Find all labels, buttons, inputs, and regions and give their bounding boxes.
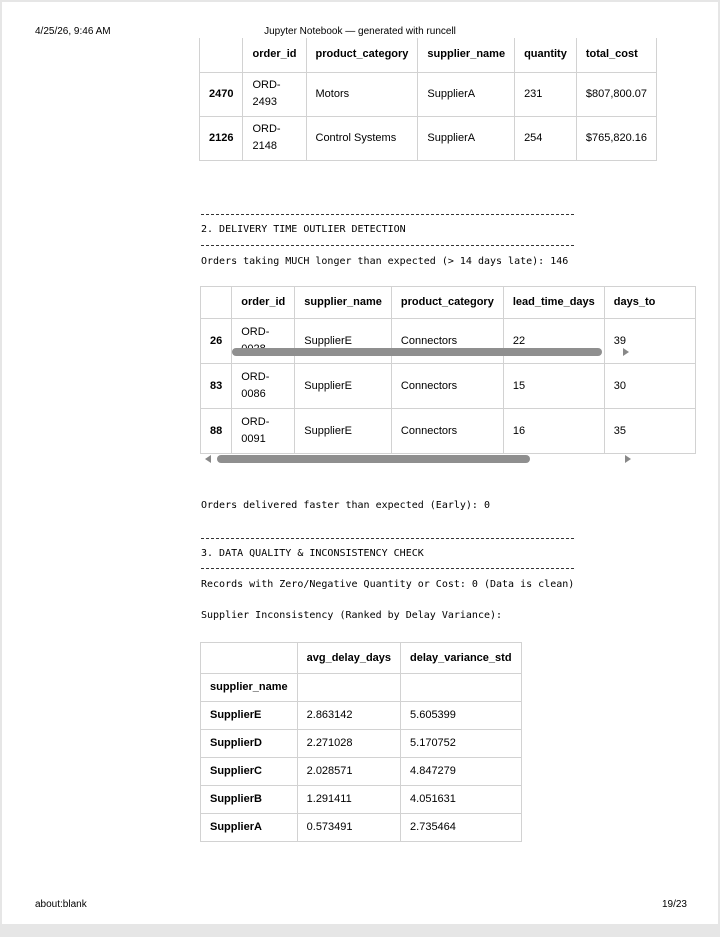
index-header (201, 287, 232, 319)
table-row (201, 730, 522, 758)
column-header: delay_variance_std (401, 643, 522, 674)
scroll-right-arrow-icon[interactable] (625, 455, 631, 463)
avg-delay-cell: 2.863142 (297, 702, 400, 730)
table-row (201, 758, 522, 786)
product-category-cell: Control Systems (306, 116, 418, 160)
table-row (201, 702, 522, 730)
horizontal-scrollbar-thumb[interactable] (217, 455, 530, 463)
delay-variance-cell: 4.847279 (401, 758, 522, 786)
column-header: avg_delay_days (297, 643, 400, 674)
row-index: SupplierC (201, 758, 298, 786)
avg-delay-cell: 0.573491 (297, 814, 400, 842)
table-row (201, 319, 696, 364)
section3-title: 3. DATA QUALITY & INCONSISTENCY CHECK (201, 548, 424, 559)
early-orders-summary: Orders delivered faster than expected (Early): 0 (201, 500, 490, 511)
scroll-left-arrow-icon[interactable] (205, 455, 211, 463)
separator-line (201, 245, 574, 246)
table-row (200, 116, 657, 160)
row-index: SupplierB (201, 786, 298, 814)
table-row (201, 786, 522, 814)
index-header (200, 38, 243, 72)
column-header: days_to (604, 287, 696, 319)
empty-header (297, 674, 400, 702)
column-header: product_category (306, 38, 418, 72)
lead-time-cell: 16 (503, 409, 604, 454)
product-category-cell: Connectors (391, 319, 503, 364)
column-header: lead_time_days (503, 287, 604, 319)
table-row (201, 409, 696, 454)
quantity-cell: 254 (515, 116, 577, 160)
order-id-cell: ORD- 0091 (232, 409, 295, 454)
delay-variance-cell: 5.605399 (401, 702, 522, 730)
days-to-cell: 35 (604, 409, 696, 454)
supplier-inconsistency-heading: Supplier Inconsistency (Ranked by Delay Variance): (201, 610, 503, 621)
separator-line (201, 538, 574, 539)
product-category-cell: Connectors (391, 409, 503, 454)
table-row (200, 72, 657, 116)
index-name-header: supplier_name (201, 674, 298, 702)
delay-variance-cell: 2.735464 (401, 814, 522, 842)
top-orders-table (199, 38, 657, 161)
overlay-scrollbar-thumb[interactable] (232, 348, 602, 356)
late-orders-summary: Orders taking MUCH longer than expected (> 14 days late): 146 (201, 256, 569, 267)
index-header (201, 643, 298, 674)
column-header: supplier_name (418, 38, 515, 72)
order-id-cell: ORD- 0086 (232, 364, 295, 409)
avg-delay-cell: 2.028571 (297, 758, 400, 786)
product-category-cell: Motors (306, 72, 418, 116)
row-index: 2126 (200, 116, 243, 160)
supplier-name-cell: SupplierA (418, 116, 515, 160)
row-index: SupplierA (201, 814, 298, 842)
row-index: 88 (201, 409, 232, 454)
avg-delay-cell: 2.271028 (297, 730, 400, 758)
delay-variance-cell: 5.170752 (401, 730, 522, 758)
section2-title: 2. DELIVERY TIME OUTLIER DETECTION (201, 224, 406, 235)
quantity-cell: 231 (515, 72, 577, 116)
page-number: 19/23 (661, 899, 687, 910)
print-page (2, 2, 718, 924)
column-header: order_id (232, 287, 295, 319)
order-id-cell: ORD- (232, 319, 295, 364)
avg-delay-cell: 1.291411 (297, 786, 400, 814)
days-to-cell: 30 (604, 364, 696, 409)
order-id-cell: ORD- 2148 (243, 116, 306, 160)
supplier-name-cell: SupplierA (418, 72, 515, 116)
late-orders-table (200, 286, 696, 454)
order-id-cell: ORD- 2493 (243, 72, 306, 116)
table2-container (200, 286, 656, 453)
supplier-name-cell: SupplierE (295, 409, 392, 454)
column-header: total_cost (576, 38, 656, 72)
scroll-right-arrow-icon[interactable] (623, 348, 629, 356)
records-check-summary: Records with Zero/Negative Quantity or Cost: 0 (Data is clean) (201, 579, 575, 590)
total-cost-cell: $807,800.07 (576, 72, 656, 116)
column-header: product_category (391, 287, 503, 319)
supplier-variance-table (200, 642, 522, 842)
supplier-name-cell: SupplierE (295, 319, 392, 364)
print-title: Jupyter Notebook — generated with runcell (264, 26, 456, 37)
supplier-name-cell: SupplierE (295, 364, 392, 409)
total-cost-cell: $765,820.16 (576, 116, 656, 160)
row-index: 2470 (200, 72, 243, 116)
table-row (201, 814, 522, 842)
table-row (201, 364, 696, 409)
row-index: SupplierD (201, 730, 298, 758)
column-header: supplier_name (295, 287, 392, 319)
column-header: quantity (515, 38, 577, 72)
product-category-cell: Connectors (391, 364, 503, 409)
footer-url: about:blank (35, 899, 87, 910)
lead-time-cell: 15 (503, 364, 604, 409)
empty-header (401, 674, 522, 702)
row-index: 26 (201, 319, 232, 364)
column-header: order_id (243, 38, 306, 72)
days-to-cell: 39 (604, 319, 696, 364)
separator-line (201, 214, 574, 215)
row-index: 83 (201, 364, 232, 409)
table1-container (199, 38, 648, 160)
print-date: 4/25/26, 9:46 AM (35, 26, 111, 37)
separator-line (201, 568, 574, 569)
table3-container (200, 642, 512, 842)
row-index: SupplierE (201, 702, 298, 730)
delay-variance-cell: 4.051631 (401, 786, 522, 814)
lead-time-cell: 22 (503, 319, 604, 364)
